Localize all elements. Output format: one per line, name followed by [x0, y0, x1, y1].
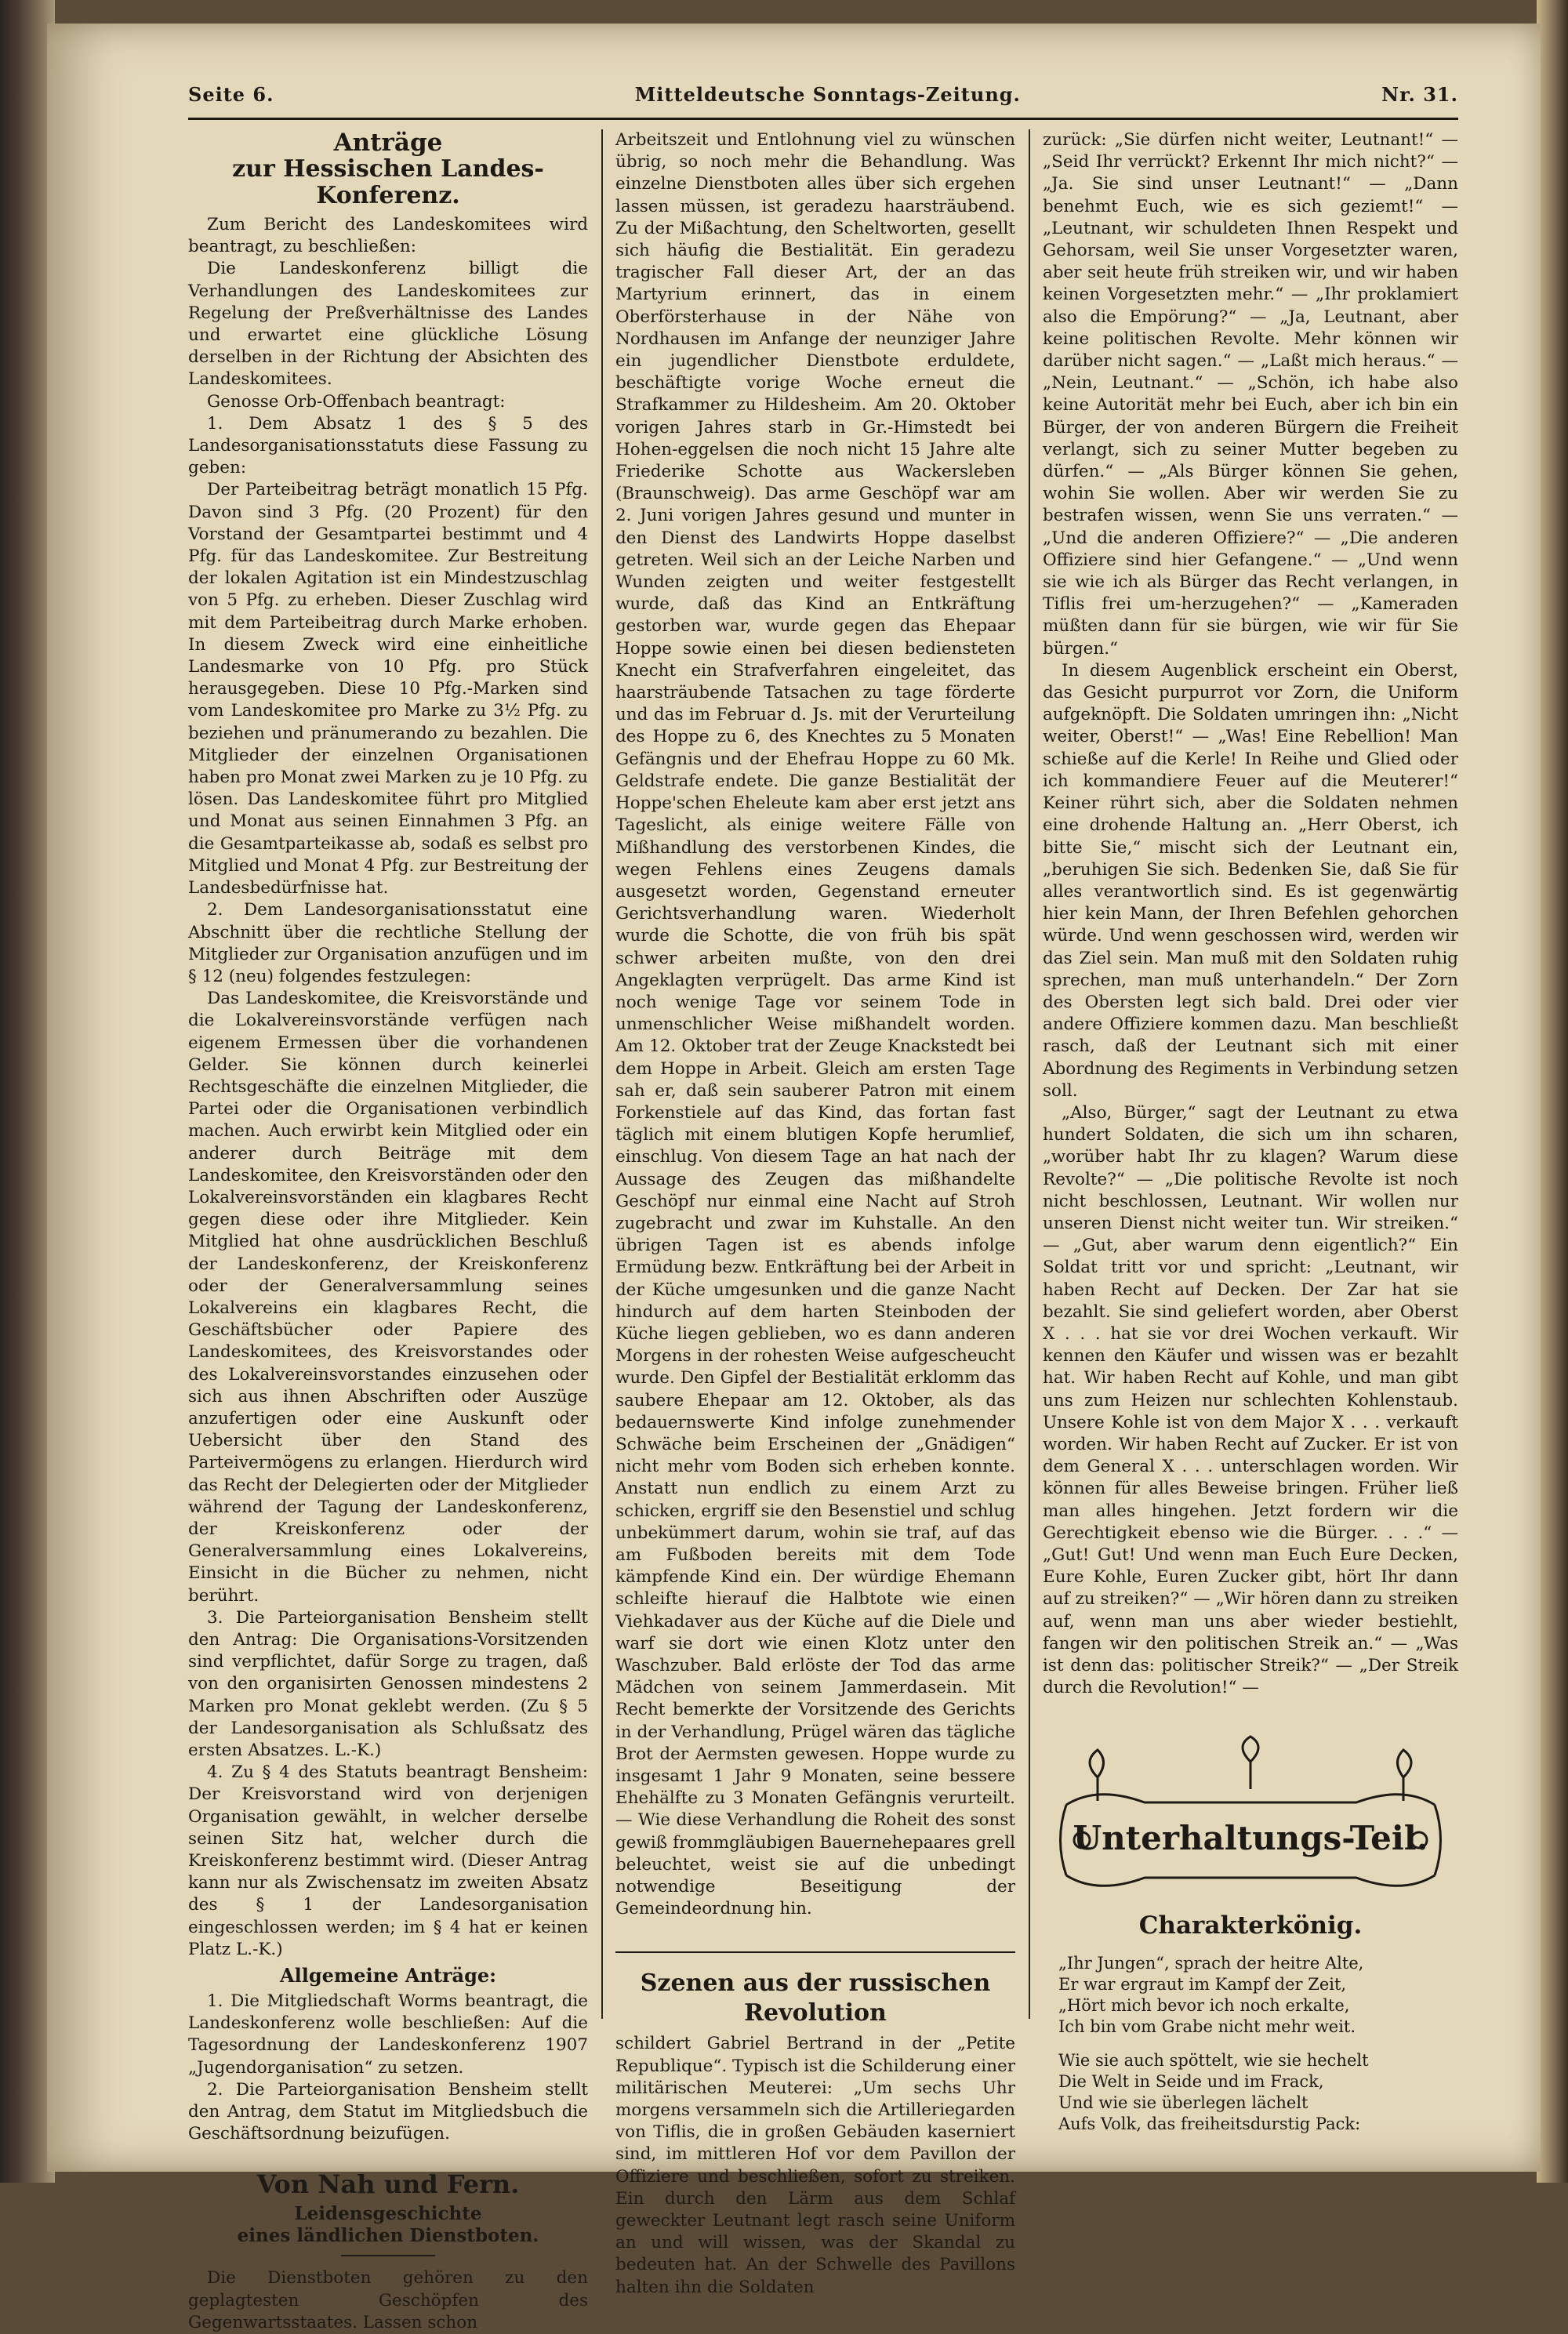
paragraph: schildert Gabriel Bertrand in der „Petite Republique“. Typisch ist die Schilderung einer militärischen Meuterei: „Um sechs Uhr morgens versammeln sich die Artilleriegarden von Tiflis, die in großen Gebäuden kaserniert sind, im mittleren Hof vor dem Pavillon der Offiziere und beschließen, sofort zu streiken. Ein durch den Lärm aus dem Schlaf geweckter Leutnant legt rasch seine Uniform an und will wissen, was der Skandal zu bedeuten hat. An der Schwelle des Pavillons halten ihn die Soldaten — [615, 2034, 1015, 2297]
section-title: Von Nah und Fern. — [256, 2169, 520, 2200]
divider — [341, 2255, 435, 2256]
paragraph: 1. Dem Absatz 1 des § 5 des Landesorganisationsstatuts diese Fassung zu geben: — [188, 413, 588, 478]
paragraph: Der Parteibeitrag beträgt monatlich 15 Pfg. Davon sind 3 Pfg. (20 Prozent) für den Vorstand der Gesamtpartei bestimmt und 4 Pfg. für das Landeskomitee. Zur Bestreitung der lokalen Agitation ist ein Mindestzuschlag von 5 Pfg. zu erheben. Dieser Zuschlag wird mit dem Parteibeitrag durch Marke erhoben. In diesem Zweck wird eine einheitliche Landesmarke von 10 Pfg. pro Stück herausgegeben. Diese 10 Pfg.-Marken sind vom Landeskomitee pro Marke zu 3½ Pfg. zu beziehen und pränumerando zu bezahlen. Die Mitglieder der einzelnen Organisationen haben pro Monat zwei Marken zu je 10 Pfg. zu lösen. Das Landeskomitee führt pro Mitglied und Monat aus seinen Einnahmen 3 Pfg. an die Gesamtparteikasse ab, sodaß es selbst pro Mitglied und Monat 4 Pfg. zur Bestreitung der Landesbedürfnisse hat. — [188, 480, 588, 898]
poem-line: Und wie sie überlegen lächelt — [1058, 2093, 1308, 2113]
paragraph: 1. Die Mitgliedschaft Worms beantragt, die Landeskonferenz wolle beschließen: Auf die Tagesordnung der Landeskonferenz 1907 „Jugendorganisation“ zu setzen. — [188, 1991, 588, 2078]
column-1 — [188, 129, 588, 2332]
paragraph: In diesem Augenblick erscheint ein Oberst, das Gesicht purpurrot vor Zorn, die Uniform aufgeknöpft. Die Soldaten umringen ihn: „Nicht weiter, Oberst!“ — „Was! Eine Rebellion! Man schieße auf die Kerle! In Reihe und Glied oder ich kommandiere Feuer auf die Meuterer!“ Keiner rührt sich, aber die Soldaten nehmen eine drohende Haltung an. „Herr Oberst, ich bitte Sie,“ mischt sich der Leutnant ein, „beruhigen Sie sich. Bedenken Sie, daß Sie für alles verantwortlich sind. Es ist gegenwärtig hier kein Mann, der Ihren Befehlen gehorchen würde. Und wenn geschossen wird, werden wir das Ziel sein. Man muß mit den Soldaten ruhig sprechen, man muß unterhandeln.“ Der Zorn des Obersten legt sich bald. Drei oder vier andere Offiziere kommen dazu. Man beschließt rasch, daß der Leutnant sich mit einer Abordnung des Regiments in Verbindung setzen soll. — [1043, 660, 1458, 1101]
poem-line: „Hört mich bevor ich noch erkalte, — [1058, 1996, 1350, 2016]
paragraph: Die Landeskonferenz billigt die Verhandlungen des Landeskomitees zur Regelung der Preßverhältnisse des Landes und erwartet eine glückliche Lösung derselben in der Richtung der Absichten des Landeskomitees. — [188, 259, 588, 390]
poem-title: Charakterkönig. — [1138, 1911, 1363, 1940]
paragraph: 2. Dem Landesorganisationsstatut eine Abschnitt über die rechtliche Stellung der Mitglieder zur Organisation anzufügen und im § 12 (neu) folgendes festzulegen: — [188, 900, 588, 986]
banner-title: Unterhaltungs-Teil. — [1073, 1819, 1428, 1858]
issue-number: Nr. 31. — [1381, 82, 1458, 106]
article-title: Anträge — [333, 129, 443, 157]
poem-line: Er war ergraut im Kampf der Zeit, — [1058, 1975, 1347, 1995]
page-edge — [1537, 0, 1568, 2183]
poem-stanza — [1058, 2050, 1458, 2135]
column-rule — [601, 129, 603, 2019]
poem-line: Die Welt in Seide und im Frack, — [1058, 2072, 1324, 2092]
column-3 — [1043, 129, 1458, 2136]
newspaper-title: Mitteldeutsche Sonntags-Zeitung. — [634, 82, 1021, 106]
page-number: Seite 6. — [188, 82, 274, 106]
ornament-banner — [1051, 1730, 1450, 1895]
paragraph: 3. Die Parteiorganisation Bensheim stellt den Antrag: Die Organisations-Vorsitzenden sind verpflichtet, dafür Sorge zu tragen, daß von den organisirten Genossen mindestens 2 Marken pro Monat geklebt werden. (Zu § 5 der Landesorganisation als Schlußsatz des ersten Absatzes. L.-K.) — [188, 1607, 588, 1761]
section-heading: Allgemeine Anträge: — [279, 1964, 497, 1987]
poem-stanza — [1058, 1953, 1458, 2038]
page-header — [188, 71, 1458, 120]
paragraph: Die Dienstboten gehören zu den geplagtesten Geschöpfen des Gegenwartsstaates. Lassen schon — [188, 2268, 588, 2332]
story-title: Leidensgeschichte — [294, 2203, 482, 2225]
poem-line: Wie sie auch spöttelt, wie sie hechelt — [1058, 2051, 1369, 2071]
column-rule — [1029, 129, 1030, 2019]
newspaper-page — [47, 24, 1541, 2332]
paragraph: Zum Bericht des Landeskomitees wird beantragt, zu beschließen: — [188, 215, 588, 257]
paragraph: „Also, Bürger,“ sagt der Leutnant zu etwa hundert Soldaten, die sich um ihn scharen, „worüber habt Ihr zu klagen? Warum diese Revolte?“ — „Die politische Revolte ist noch nicht beschlossen, Leutnant. Wir wollen nur unseren Dienst nicht weiter tun. Wir streiken.“ — „Gut, aber warum denn eigentlich?“ Ein Soldat tritt vor und spricht: „Leutnant, wir haben Recht auf Decken. Der Zar hat sie bezahlt. Sie sind geliefert worden, aber Oberst X . . . hat sie vor drei Wochen verkauft. Wir kennen den Käufer und wissen was er bezahlt hat. Wir haben Recht auf Kohle, und man gibt uns zum Heizen nur schlechten Kohlenstaub. Unsere Kohle ist von dem Major X . . . verkauft worden. Wir haben Recht auf Zucker. Er ist von dem General X . . . unterschlagen worden. Wir können für alles Beweise bringen. Früher ließ man alles hingehen. Jetzt fordern wir die Gerechtigkeit ebenso wie die Bürger. . . .“ — „Gut! Gut! Und wenn man Euch Eure Decken, Eure Kohle, Euren Zucker gibt, hört Ihr dann auf zu streiken?“ — „Wir hören dann zu streiken auf, wenn man uns aber wieder bestiehlt, fangen wir den politischen Streik an.“ — „Was ist denn das: politischer Streik?“ — „Der Streik durch die Revolution!“ — — [1043, 1102, 1458, 1698]
story-subtitle: eines ländlichen Dienstboten. — [237, 2225, 539, 2247]
poem-line: Aufs Volk, das freiheitsdurstig Pack: — [1058, 2114, 1361, 2134]
poem-line: „Ihr Jungen“, sprach der heitre Alte, — [1058, 1954, 1364, 1973]
paragraph: 2. Die Parteiorganisation Bensheim stellt den Antrag, dem Statut im Mitgliedsbuch die Geschäftsordnung beizufügen. — [188, 2079, 588, 2144]
paragraph: zurück: „Sie dürfen nicht weiter, Leutnant!“ — „Seid Ihr verrückt? Erkennt Ihr mich nicht?“ — „Ja. Sie sind unser Leutnant!“ — „Dann benehmt Euch, wie es sich geziemt!“ — „Leutnant, wir schuldeten Ihnen Respekt und Gehorsam, weil Sie unser Vorgesetzter waren, aber seit heute früh streiken wir, und wir haben keinen Vorgesetzten mehr.“ — „Ihr proklamiert also die Empörung?“ — „Ja, Leutnant, aber keine politischen Revolte. Mehr können wir darüber nicht sagen.“ — „Laßt mich heraus.“ — „Nein, Leutnant.“ — „Schön, ich habe also keine Autorität mehr bei Euch, aber ich bin ein Bürger, der von anderen Bürgern die Freiheit verlangt, sich zu seiner Mutter begeben zu dürfen.“ — „Als Bürger können Sie gehen, wohin Sie wollen. Aber wir werden Sie zu bestrafen wissen, wenn Sie uns verraten.“ — „Und die anderen Offiziere?“ — „Die anderen Offiziere sind hier Gefangene.“ — „Und wenn sie wie ich als Bürger das Recht verlangen, in Tiflis frei um-herzugehen?“ — „Kameraden müßten dann für sie bürgen, wie wir für Sie bürgen.“ — [1043, 130, 1458, 659]
paragraph: Das Landeskomitee, die Kreisvorstände und die Lokalvereinsvorstände verfügen nach eigenem Ermessen über die vorhandenen Gelder. Sie können durch keinerlei Rechtsgeschäfte die einzelnen Mitglieder, die Partei oder die Organisationen verbindlich machen. Auch erwirbt kein Mitglied oder ein anderer durch Beiträge mit dem Landeskomitee, den Kreisvorständen oder den Lokalvereinsvorständen ein klagbares Recht gegen diese oder ihre Mitglieder. Kein Mitglied hat ohne ausdrücklichen Beschluß der Landeskonferenz, der Kreiskonferenz oder der Generalversammlung seines Lokalvereins ein klagbares Recht, die Geschäftsbücher oder Papiere des Landeskomitees, des Kreisvorstandes oder des Lokalvereinsvorstandes einzusehen oder sich aus ihnen Abschriften oder Auszüge anzufertigen oder eine Auskunft oder Uebersicht über den Stand des Parteivermögens zu erlangen. Hierdurch wird das Recht der Delegierten oder der Mitglieder während der Tagung der Landeskonferenz, der Kreiskonferenz oder der Generalversammlung eines Lokalvereins, Einsicht in die Bücher zu nehmen, nicht berührt. — [188, 989, 588, 1606]
poem — [1058, 1953, 1458, 2135]
column-2 — [615, 129, 1015, 2297]
paragraph: 4. Zu § 4 des Statuts beantragt Bensheim: Der Kreisvorstand wird von derjenigen Organisation gewählt, in welcher derselbe seinen Sitz hat, welcher durch die Kreiskonferenz bestimmt wird. (Dieser Antrag kann nur als Zwischensatz im zweiten Absatz des § 1 der Landesorganisation eingeschlossen werden; im § 4 hat er keinen Platz L.-K.) — [188, 1762, 588, 1959]
paragraph: Genosse Orb-Offenbach beantragt: — [207, 391, 506, 412]
poem-line: Ich bin vom Grabe nicht mehr weit. — [1058, 2017, 1356, 2037]
paragraph: Arbeitszeit und Entlohnung viel zu wünschen übrig, so noch mehr die Behandlung. Was einzelne Dienstboten alles über sich ergehen lassen müssen, ist geradezu haarsträubend. Zu der Mißachtung, den Scheltworten, gesellt sich häufig die Bestialität. Ein geradezu tragischer Fall dieser Art, der an das Martyrium erinnert, das in einem Oberförsterhause in der Nähe von Nordhausen im Anfange der neunziger Jahre ein jugendlicher Dienstbote erduldete, beschäftigte vorige Woche erneut die Strafkammer zu Hildesheim. Am 20. Oktober vorigen Jahres starb in Gr.-Himstedt bei Hohen-eggelsen die noch nicht 15 Jahre alte Friederike Schotte aus Wackersleben (Braunschweig). Das arme Geschöpf war am 2. Juni vorigen Jahres gesund und munter in den Dienst des Landwirts Hoppe daselbst getreten. Weil sich an der Leiche Narben und Wunden zeigten und weiter festgestellt wurde, daß das Kind an Entkräftung gestorben war, wurde gegen das Ehepaar Hoppe sowie einen bei diesen bediensteten Knecht ein Strafverfahren eingeleitet, das haarsträubende Tatsachen zu tage förderte und das im Februar d. Js. mit der Verurteilung des Hoppe zu 6, des Knechtes zu 5 Monaten Gefängnis und der Ehefrau Hoppe zu 60 Mk. Geldstrafe endete. Die ganze Bestialität der Hoppe'schen Eheleute kam aber erst jetzt ans Tageslicht, als einige weitere Fälle von Mißhandlung des verstorbenen Kindes, die wegen Fehlens eines Zeugens damals ausgesetzt worden, Gegenstand erneuter Gerichtsverhandlung waren. Wiederholt wurde die Schotte, die von früh bis spät schwer arbeiten mußte, von den drei Angeklagten verprügelt. Das arme Kind ist noch wenige Tage vor seinem Tode in unmenschlicher Weise mißhandelt worden. Am 12. Oktober trat der Zeuge Knackstedt bei dem Hoppe in Arbeit. Gleich am ersten Tage sah er, daß sein sauberer Patron mit einem Forkenstiele auf das Kind, das fortan fast täglich mit einem blutigen Kopfe herumlief, einschlug. Von diesem Tage an hat nach der Aussage des Zeugen das mißhandelte Geschöpf nur einmal eine Nacht auf Stroh zugebracht und zwar im Kuhstalle. An den übrigen Tagen ist es abends infolge Ermüdung bezw. Entkräftung bei der Arbeit in der Küche umgesunken und die ganze Nacht hindurch auf dem harten Steinboden der Küche liegen geblieben, wo es dann anderen Morgens in der rohesten Weise aufgescheucht wurde. Den Gipfel der Bestialität erklomm das saubere Ehepaar am 12. Oktober, als das bedauernswerte Kind infolge zunehmender Schwäche beim Erscheinen der „Gnädigen“ nicht mehr vom Boden sich erheben konnte. Anstatt nun endlich zu einem Arzt zu schicken, ergriff sie den Besenstiel und schlug unbekümmert darum, wohin sie traf, auf das am Fußboden bereits mit dem Tode kämpfende Kind ein. Der würdige Ehemann schleifte hierauf die Halbtote wie einen Viehkadaver aus der Küche auf die Diele und warf sie dort wie einen Klotz unter den Waschzuber. Bald erlöste der Tod das arme Mädchen von seinem Jammerdasein. Mit Recht bemerkte der Vorsitzende des Gerichts in der Verhandlung, Prügel wären das tägliche Brot der Aermsten gewesen. Hoppe wurde zu insgesamt 1 Jahr 9 Monaten, seine bessere Ehehälfte zu 3 Monaten Gefängnis verurteilt. — Wie diese Verhandlung die Roheit des sonst gewiß frommgläubigen Bauernehepaares grell beleuchtet, weist sie auf die unbedingt notwendige Beseitigung der Gemeindeordnung hin. — [615, 130, 1015, 1919]
article-subtitle: zur Hessischen Landes-Konferenz. — [232, 155, 544, 209]
article-title: Szenen aus der russischen Revolution — [615, 1951, 1015, 2028]
